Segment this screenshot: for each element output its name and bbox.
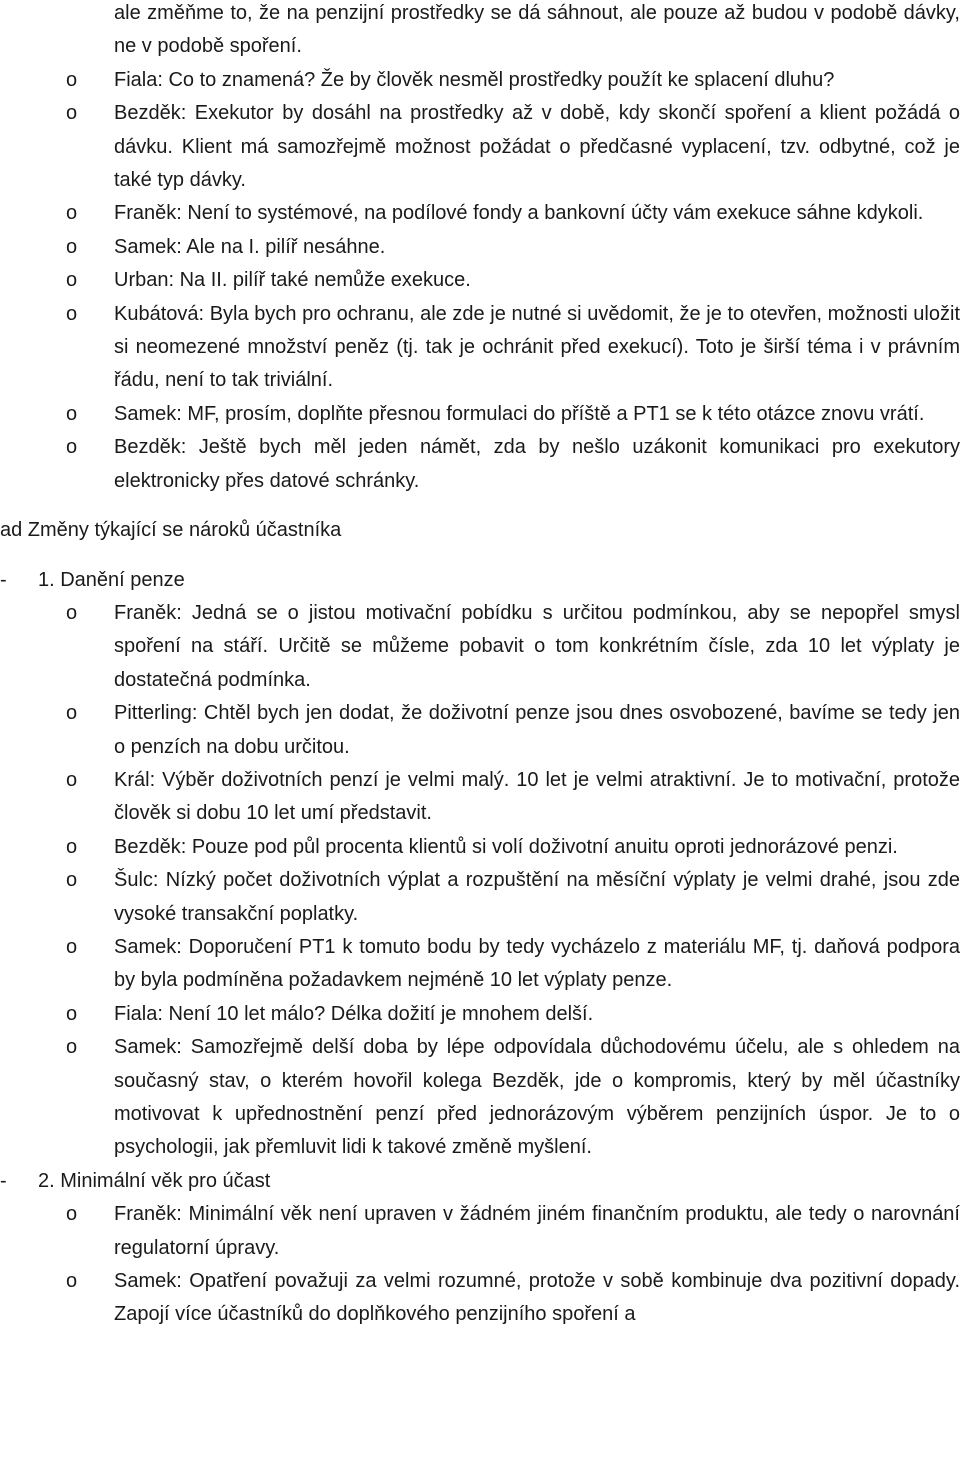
bullet-marker: o bbox=[66, 269, 78, 292]
list-item bbox=[0, 264, 960, 297]
list-item bbox=[0, 1031, 960, 1165]
topic-title: 2. Minimální věk pro účast bbox=[38, 1169, 271, 1192]
dash-marker: - bbox=[0, 1169, 7, 1192]
bullet-marker: o bbox=[66, 68, 78, 91]
list-item-text: Fiala: Není 10 let málo? Délka dožití je mnohem delší. bbox=[114, 1002, 594, 1025]
list-item bbox=[0, 764, 960, 831]
list-item-text: Král: Výběr doživotních penzí je velmi malý. 10 let je velmi atraktivní. Je to motivační, protože člověk si dobu 10 let umí představit. bbox=[114, 768, 960, 825]
bullet-marker: o bbox=[66, 202, 78, 225]
list-item-text: Bezděk: Exekutor by dosáhl na prostředky až v době, kdy skončí spoření a klient požádá o dávku. Klient má samozřejmě možnost požádat o předčasné vyplacení, tzv. odbytné, což je také typ dávky. bbox=[114, 102, 960, 192]
list-item bbox=[0, 231, 960, 264]
list-item bbox=[0, 97, 960, 197]
topic-heading-1 bbox=[0, 564, 960, 597]
list-item-text: Šulc: Nízký počet doživotních výplat a rozpuštění na měsíční výplaty je velmi drahé, jsou zde vysoké transakční poplatky. bbox=[114, 869, 960, 925]
bullet-list-c bbox=[0, 1198, 960, 1332]
list-item-text: Bezděk: Pouze pod půl procenta klientů si volí doživotní anuitu oproti jednorázové penzi. bbox=[114, 835, 898, 858]
bullet-list-a bbox=[0, 64, 960, 498]
list-item-text: Samek: Doporučení PT1 k tomuto bodu by tedy vycházelo z materiálu MF, tj. daňová podpora by byla podmíněna požadavkem nejméně 10 let výplaty penze. bbox=[114, 935, 960, 992]
bullet-marker: o bbox=[66, 835, 78, 858]
list-item-text: Samek: MF, prosím, doplňte přesnou formulaci do příště a PT1 se k této otázce znovu vrátí. bbox=[114, 402, 925, 425]
list-item-text: Pitterling: Chtěl bych jen dodat, že doživotní penze jsou dnes osvobozené, bavíme se tedy jen o penzích na dobu určitou. bbox=[114, 702, 960, 758]
bullet-marker: o bbox=[66, 1002, 78, 1025]
bullet-marker: o bbox=[66, 102, 78, 125]
topic-heading-2 bbox=[0, 1165, 960, 1198]
list-item-text: Samek: Ale na I. pilíř nesáhne. bbox=[114, 235, 386, 258]
list-item-text: Samek: Opatření považuji za velmi rozumné, protože v sobě kombinuje dva pozitivní dopady. Zapojí více účastníků do doplňkového penzijního spoření a bbox=[114, 1270, 960, 1326]
list-item-text: Franěk: Minimální věk není upraven v žádném jiném finančním produktu, ale tedy o narovnání regulatorní úpravy. bbox=[114, 1203, 960, 1259]
list-item bbox=[0, 998, 960, 1031]
list-item bbox=[0, 864, 960, 931]
bullet-marker: o bbox=[66, 1036, 78, 1059]
bullet-marker: o bbox=[66, 702, 78, 725]
list-item bbox=[0, 1265, 960, 1332]
list-item-text: Franěk: Jedná se o jistou motivační pobídku s určitou podmínkou, aby se nepopřel smysl spoření na stáří. Určitě se můžeme pobavit o tom konkrétním čísle, zda 10 let výplaty je dostatečná podmínka. bbox=[114, 601, 960, 691]
bullet-marker: o bbox=[66, 935, 78, 958]
list-item bbox=[0, 597, 960, 697]
list-item-text: Urban: Na II. pilíř také nemůže exekuce. bbox=[114, 269, 471, 292]
list-item-text: Samek: Samozřejmě delší doba by lépe odpovídala důchodovému účelu, ale s ohledem na současný stav, o kterém hovořil kolega Bezděk, jde o kompromis, který by měl účastníky motivovat k upřednostnění penzí před jednorázovým výběrem penzijních úspor. Je to o psychologii, jak přemluvit lidi k takové změně myšlení. bbox=[114, 1036, 960, 1159]
list-item bbox=[0, 197, 960, 230]
dash-marker: - bbox=[0, 568, 7, 591]
list-item-text: Fiala: Co to znamená? Že by člověk nesměl prostředky použít ke splacení dluhu? bbox=[114, 68, 835, 91]
continuation-paragraph: ale změňme to, že na penzijní prostředky se dá sáhnout, ale pouze až budou v podobě dávky, ne v podobě spoření. bbox=[114, 2, 960, 58]
bullet-marker: o bbox=[66, 436, 78, 459]
bullet-list-b bbox=[0, 597, 960, 1165]
list-item-text: Bezděk: Ještě bych měl jeden námět, zda by nešlo uzákonit komunikaci pro exekutory elektronicky přes datové schránky. bbox=[114, 436, 960, 492]
list-item bbox=[0, 697, 960, 764]
list-item bbox=[0, 1198, 960, 1265]
bullet-marker: o bbox=[66, 601, 78, 624]
list-item-text: Franěk: Není to systémové, na podílové fondy a bankovní účty vám exekuce sáhne kdykoli. bbox=[114, 202, 924, 225]
bullet-marker: o bbox=[66, 302, 78, 325]
list-item bbox=[0, 64, 960, 97]
bullet-marker: o bbox=[66, 869, 78, 892]
section-heading: ad Změny týkající se nároků účastníka bbox=[0, 519, 342, 542]
list-item bbox=[0, 398, 960, 431]
bullet-marker: o bbox=[66, 768, 78, 791]
bullet-marker: o bbox=[66, 1203, 78, 1226]
bullet-marker: o bbox=[66, 1270, 78, 1293]
list-item-text: Kubátová: Byla bych pro ochranu, ale zde je nutné si uvědomit, že je to otevřen, možnosti uložit si neomezené množství peněz (tj. tak je ochránit před exekucí). Toto je širší téma i v právním řádu, není to tak triviální. bbox=[114, 302, 960, 392]
list-item bbox=[0, 298, 960, 398]
topic-title: 1. Danění penze bbox=[38, 568, 185, 591]
list-item bbox=[0, 431, 960, 498]
bullet-marker: o bbox=[66, 402, 78, 425]
list-item bbox=[0, 931, 960, 998]
list-item bbox=[0, 831, 960, 864]
bullet-marker: o bbox=[66, 235, 78, 258]
